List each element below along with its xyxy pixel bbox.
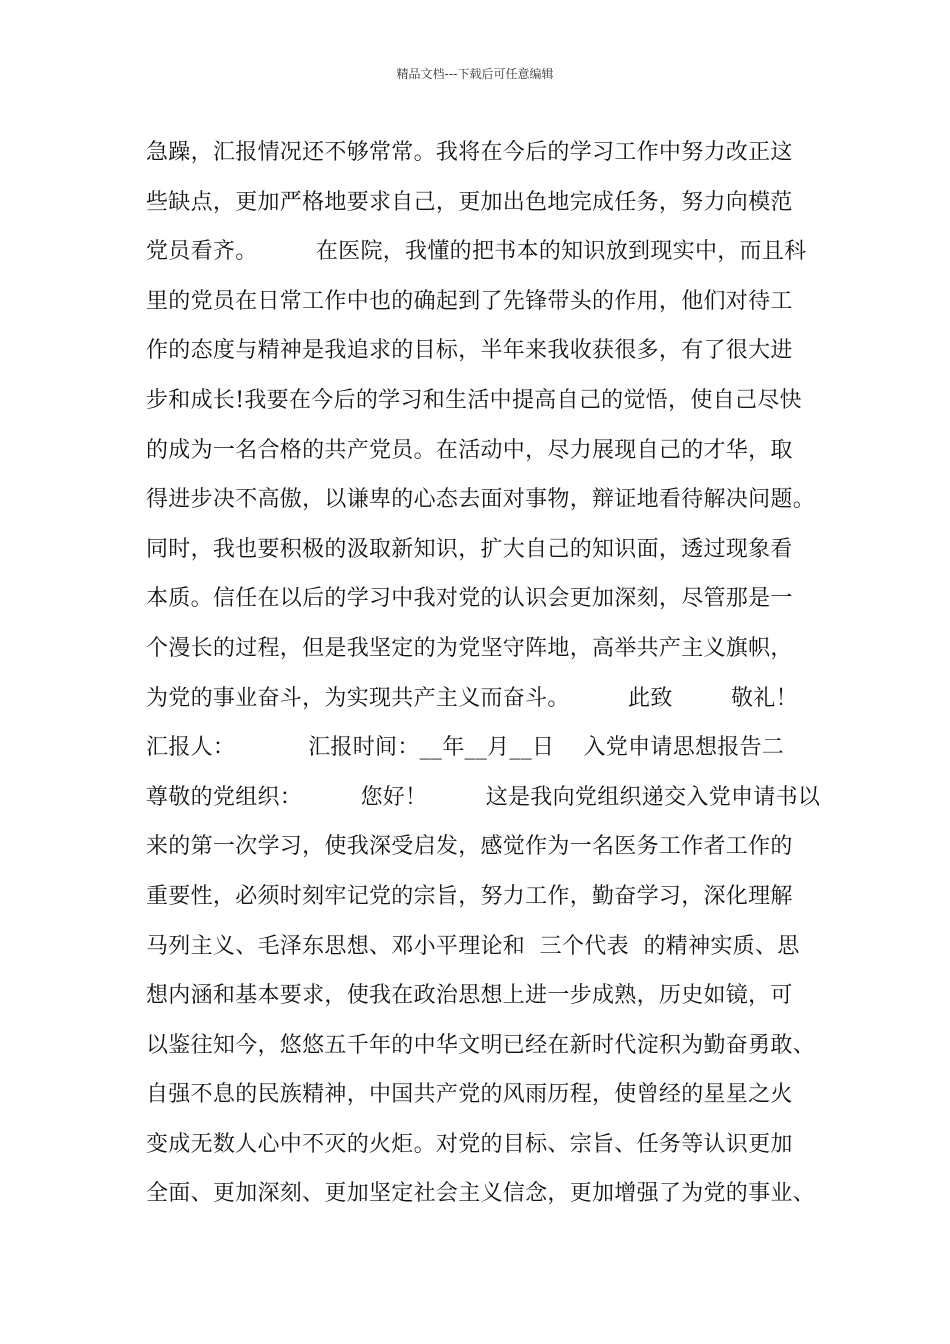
text-line: 变成无数人心中不灭的火炬。对党的目标、宗旨、任务等认识更加 xyxy=(146,1131,793,1157)
text-line: 的成为一名合格的共产党员。在活动中，尽力展现自己的才华，取 xyxy=(146,437,793,463)
text-line: 以鉴往知今，悠悠五千年的中华文明已经在新时代淀积为勤奋勇敢、 xyxy=(146,1032,816,1058)
text-line: 急躁，汇报情况还不够常常。我将在今后的学习工作中努力改正这 xyxy=(146,140,793,165)
page-header: 精品文档---下载后可任意编辑 xyxy=(396,67,554,81)
text-line: 作的态度与精神是我追求的目标，半年来我收获很多，有了很大进 xyxy=(146,338,793,364)
text-line: 为党的事业奋斗，为实现共产主义而奋斗。 此致 敬礼！ xyxy=(146,685,798,711)
text-line: 得进步决不高傲，以谦卑的心态去面对事物，辩证地看待解决问题。 xyxy=(146,487,816,513)
text-line: 全面、更加深刻、更加坚定社会主义信念，更加增强了为党的事业、 xyxy=(146,1181,816,1207)
text-line: 本质。信任在以后的学习中我对党的认识会更加深刻，尽管那是一 xyxy=(146,586,793,612)
document-body xyxy=(146,128,826,1219)
text-line: 尊敬的党组织： 您好！ 这是我向党组织递交入党申请书以 xyxy=(146,784,821,810)
text-line: 马列主义、毛泽东思想、邓小平理论和 三个代表 的精神实质、思 xyxy=(146,933,800,959)
text-line: 想内涵和基本要求，使我在政治思想上进一步成熟，历史如镜，可 xyxy=(146,983,793,1009)
text-line: 党员看齐。 在医院，我懂的把书本的知识放到现实中，而且科 xyxy=(146,239,807,265)
text-line: 自强不息的民族精神，中国共产党的风雨历程，使曾经的星星之火 xyxy=(146,1082,793,1108)
text-line: 汇报人： 汇报时间：__年__月__日 入党申请思想报告二 xyxy=(146,735,785,761)
text-line: 个漫长的过程，但是我坚定的为党坚守阵地，高举共产主义旗帜， xyxy=(146,635,793,661)
text-line: 里的党员在日常工作中也的确起到了先锋带头的作用，他们对待工 xyxy=(146,288,793,314)
text-line: 些缺点，更加严格地要求自己，更加出色地完成任务，努力向模范 xyxy=(146,189,793,215)
text-line: 步和成长!我要在今后的学习和生活中提高自己的觉悟，使自己尽快 xyxy=(146,387,802,413)
text-line: 同时，我也要积极的汲取新知识，扩大自己的知识面，透过现象看 xyxy=(146,536,793,562)
text-line: 重要性，必须时刻牢记党的宗旨，努力工作，勤奋学习，深化理解 xyxy=(146,883,793,909)
text-line: 来的第一次学习，使我深受启发，感觉作为一名医务工作者工作的 xyxy=(146,834,793,860)
